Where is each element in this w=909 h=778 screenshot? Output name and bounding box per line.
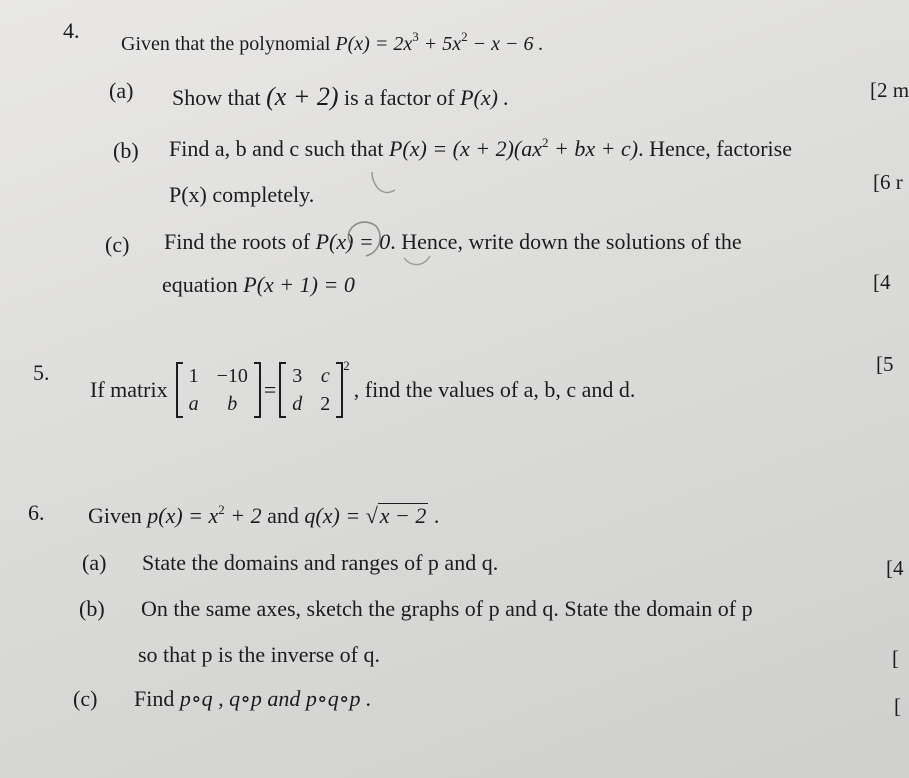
q6c-text [134, 686, 372, 712]
q5-matrix-left-open-bracket [176, 362, 183, 418]
q4c-line2-pre: equation [162, 272, 238, 297]
q4b-marks: [6 r [873, 170, 903, 194]
q4c-line2-expr: P(x + 1) = 0 [243, 272, 355, 297]
q4b-expr-tail: + bx + c) [548, 136, 639, 161]
q6a-label: (a) [82, 550, 107, 575]
q6b-line2: so that p is the inverse of q. [138, 642, 380, 667]
q6-q-expr: q(x) = [304, 503, 366, 528]
q6b-label: (b) [79, 596, 105, 621]
q4c-line2 [162, 272, 355, 298]
q5-m2-a21: d [292, 393, 303, 415]
q6c-label: (c) [73, 686, 98, 711]
q6a-text: State the domains and ranges of p and q. [142, 550, 499, 575]
q4-exp3: 3 [412, 29, 419, 44]
q4-poly-lhs: P(x) = 2x [335, 33, 413, 55]
q4b-exp: 2 [542, 135, 549, 150]
q4a-text-pre: Show that [172, 85, 261, 110]
q4c-label: (c) [105, 232, 130, 257]
q5-m1-a21: a [188, 393, 199, 415]
q4-poly-mid: + 5x [418, 33, 462, 55]
q4-stem-text: Given that the polynomial [121, 33, 331, 55]
q6c-marks: [ [894, 694, 901, 718]
q6c-expr: p∘q , q∘p and p∘q∘p . [179, 686, 372, 711]
q5-m2-a22: 2 [320, 393, 331, 415]
q4c-expr: P(x) = 0 [315, 229, 391, 254]
q6-number: 6. [28, 500, 45, 525]
q5-m1-a22: b [227, 393, 238, 415]
q4a-text [172, 82, 509, 112]
q5-number: 5. [33, 360, 50, 385]
q6-p-tail: + 2 [224, 503, 262, 528]
q6-q-tail: . [428, 503, 440, 528]
q6-p-exp: 2 [218, 502, 225, 517]
q4-stem [121, 29, 543, 56]
q5-m1-a12: −10 [216, 365, 248, 387]
q4c-text [164, 229, 742, 255]
q4-number: 4. [63, 18, 80, 43]
q6-and: and [267, 503, 299, 528]
q5-power: 2 [343, 358, 350, 373]
q5-marks: [5 [876, 352, 894, 376]
q6a-marks: [4 [886, 556, 904, 580]
q4b-text-post: . Hence, factorise [638, 136, 792, 161]
q6-stem [88, 502, 439, 529]
q6c-text-find: Find [134, 686, 175, 711]
q5-text-post: , find the values of a, b, c and d. [353, 377, 636, 402]
q6-q-radicand: x − 2 [379, 503, 427, 528]
q4a-marks: [2 m [870, 78, 909, 102]
q4a-factor: (x + 2) [266, 82, 339, 111]
q4b-expr: P(x) = (x + 2)(ax [388, 136, 543, 161]
q5-m2-a12: c [320, 365, 330, 387]
q5-text-pre: If matrix [90, 377, 168, 402]
pencil-underline-stroke [404, 256, 430, 265]
q4c-text-pre: Find the roots of [164, 229, 311, 254]
q6-p-expr: p(x) = x [147, 503, 219, 528]
q6-stem-pre: Given [88, 503, 142, 528]
q5-row [90, 358, 636, 418]
q5-matrix-left-grid [183, 365, 254, 415]
q4b-line2: P(x) completely. [169, 182, 315, 207]
q4b-text [169, 135, 792, 162]
q5-matrix-left [176, 362, 261, 418]
q5-matrix-right-close-bracket [336, 362, 343, 418]
q4b-label: (b) [113, 138, 139, 163]
q4-poly-rest: − x − 6 . [467, 33, 544, 55]
q4a-label: (a) [109, 78, 134, 103]
q4-exp2: 2 [461, 29, 468, 44]
q4c-text-post: . Hence, write down the solutions of the [390, 229, 742, 254]
q5-m1-a11: 1 [188, 365, 199, 387]
q5-matrix-right-grid [286, 365, 336, 415]
q6b-text: On the same axes, sketch the graphs of p and q. State the domain of p [141, 596, 753, 621]
q6-radical: √ [365, 503, 378, 528]
q5-m2-a11: 3 [292, 365, 303, 387]
q4b-text-pre: Find a, b and c such that [169, 136, 384, 161]
q4a-text-post: is a factor of [344, 85, 455, 110]
q4a-px: P(x) . [460, 85, 509, 110]
q5-matrix-left-close-bracket [254, 362, 261, 418]
pencil-hook-stroke [372, 172, 395, 192]
q5-matrix-right-open-bracket [279, 362, 286, 418]
q6b-marks: [ [892, 646, 899, 670]
q4c-marks: [4 [873, 270, 891, 294]
q5-matrix-right [279, 362, 343, 418]
q5-equals: = [263, 377, 277, 402]
